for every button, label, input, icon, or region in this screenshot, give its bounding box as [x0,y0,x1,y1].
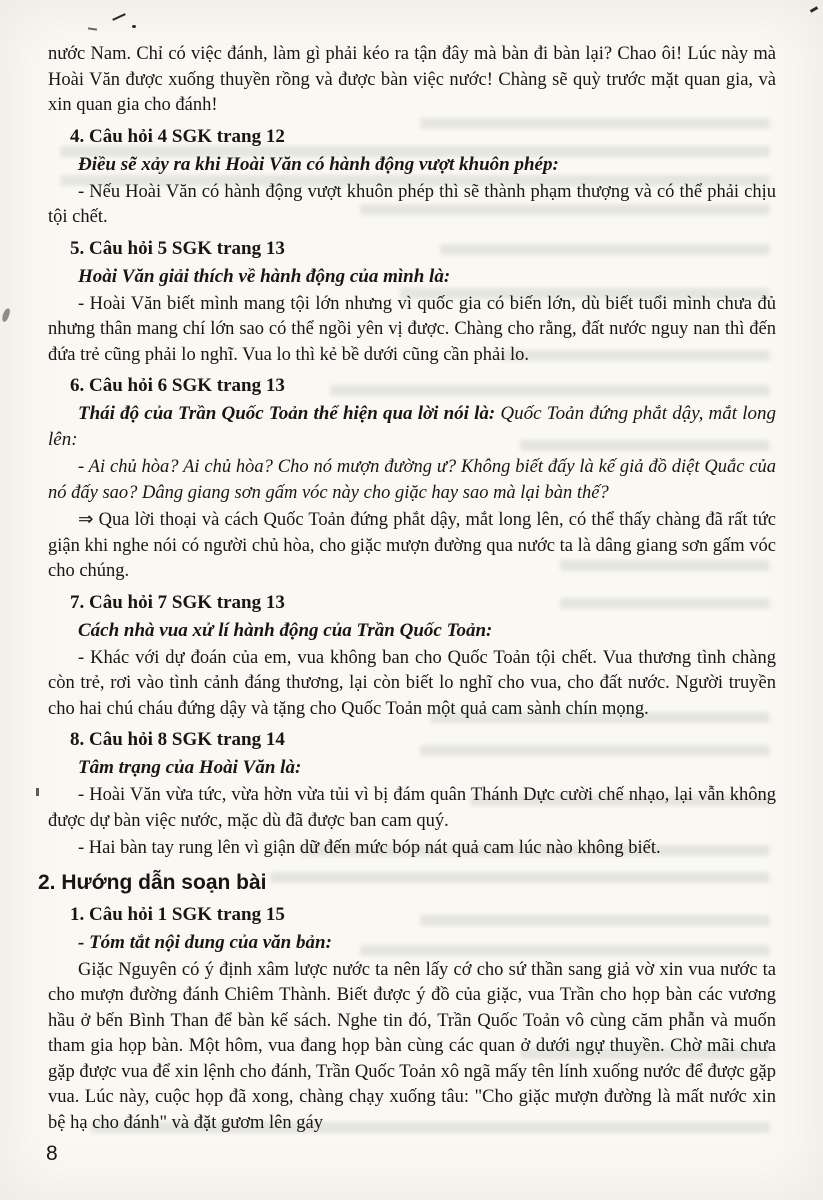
question-6-heading: 6. Câu hỏi 6 SGK trang 13 [70,375,285,396]
question-7-heading: 7. Câu hỏi 7 SGK trang 13 [70,591,285,613]
question-4-answer: - Nếu Hoài Văn có hành động vượt khuôn phép thì sẽ thành phạm thượng và có thể phải chịu tội chết. [48,181,776,227]
question-8-topic: Tâm trạng của Hoài Văn là: [78,757,302,778]
question-5-heading: 5. Câu hỏi 5 SGK trang 13 [70,237,285,259]
question-8-answer-1: - Hoài Văn vừa tức, vừa hờn vừa tủi vì bị đám quân Thánh Dực cười chế nhạo, lại vẫn không được dự bàn việc nước, mặc dù đã được ban cam quý. [48,785,776,831]
question-4-topic: Điều sẽ xảy ra khi Hoài Văn có hành động vượt khuôn phép: [78,153,559,175]
question-8-answer-2: - Hai bàn tay rung lên vì giận dữ đến mức bóp nát quả cam lúc nào không biết. [78,838,661,858]
question-6-topic-label: Thái độ của Trần Quốc Toản thể hiện qua lời nói là: [78,403,496,424]
question-5-answer: - Hoài Văn biết mình mang tội lớn nhưng vì quốc gia có biến lớn, dù biết tuổi mình chưa đủ nhưng thân mang chí lớn sao có thể ngồi yên vị được. Chàng cho rằng, đất nước nguy nan thì đến đứa trẻ cũng phải lo nghĩ. Vua lo thì kẻ bề dưới cũng cần phải lo. [48,293,776,365]
question-6-topic-detail: Quốc Toản đứng phắt dậy, mắt long lên: [48,403,776,450]
question-6-topic [48,401,776,453]
section-2-heading: 2. Hướng dẫn soạn bài [38,870,267,894]
question-7-answer: - Khác với dự đoán của em, vua không ban cho Quốc Toản tội chết. Vua thương tình chàng còn trẻ, rơi vào tình cảnh đáng thương, lại còn biết lo nghĩ cho vua, cho đất nước. Người truyền cho hai chú cháu đứng dậy và tặng cho Quốc Toản một quả cam sành chín mọng. [48,647,776,719]
question-4-heading: 4. Câu hỏi 4 SGK trang 12 [70,125,285,147]
ink-mark [810,6,818,13]
page-number: 8 [46,1142,58,1165]
ink-mark [132,25,136,28]
ink-mark [88,27,97,30]
ink-mark [1,307,11,322]
continuation-paragraph: nước Nam. Chỉ có việc đánh, làm gì phải kéo ra tận đây mà bàn đi bàn lại? Chao ôi! Lúc này mà Hoài Văn được xuống thuyền rồng và được bàn việc nước! Chàng sẽ quỳ trước mặt quan gia, và xin quan gia cho đánh! [48,44,776,115]
section-2-question-1-topic: - Tóm tắt nội dung của văn bản: [78,931,332,953]
ink-mark [36,788,39,796]
question-8-heading: 8. Câu hỏi 8 SGK trang 14 [70,729,285,750]
section-2-question-1-summary: Giặc Nguyên có ý định xâm lược nước ta nên lấy cớ cho sứ thần sang giả vờ xin vua nước ta cho mượn đường đánh Chiêm Thành. Biết được ý đồ của giặc, vua Trần cho họp bàn các vương hầu ở bến Bình Than để bàn kế sách. Nghe tin đó, Trần Quốc Toản vô cùng căm phẫn và muốn tham gia họp bàn. Một hôm, vua đang họp bàn cùng các quan ở dưới ngự thuyền. Chờ mãi chưa gặp được vua để xin lệnh cho đánh, Trần Quốc Toản xô ngã mấy tên lính xuống nước để được gặp vua. Lúc này, cuộc họp đã xong, chàng chạy xuống tâu: "Cho giặc mượn đường là mất nước xin bệ hạ cho đánh" và đặt gươm lên gáy [48,959,776,1133]
page-text-column [38,42,776,1138]
section-2-question-1-heading: 1. Câu hỏi 1 SGK trang 15 [70,903,285,925]
question-6-quote: - Ai chủ hòa? Ai chủ hòa? Cho nó mượn đường ư? Không biết đấy là kế giả đồ diệt Quắc của nó đấy sao? Dâng giang sơn gấm vóc này cho giặc hay sao mà lại bàn thế? [48,457,776,503]
question-6-conclusion: ⇒ Qua lời thoại và cách Quốc Toản đứng phắt dậy, mắt long lên, có thể thấy chàng đã rất tức giận khi nghe nói có người chủ hòa, cho giặc mượn đường qua nước ta là dâng giang sơn gấm vóc cho chúng. [48,510,776,581]
question-5-topic: Hoài Văn giải thích về hành động của mình là: [78,265,451,287]
question-7-topic: Cách nhà vua xử lí hành động của Trần Quốc Toản: [78,619,493,641]
ink-mark [112,13,126,21]
